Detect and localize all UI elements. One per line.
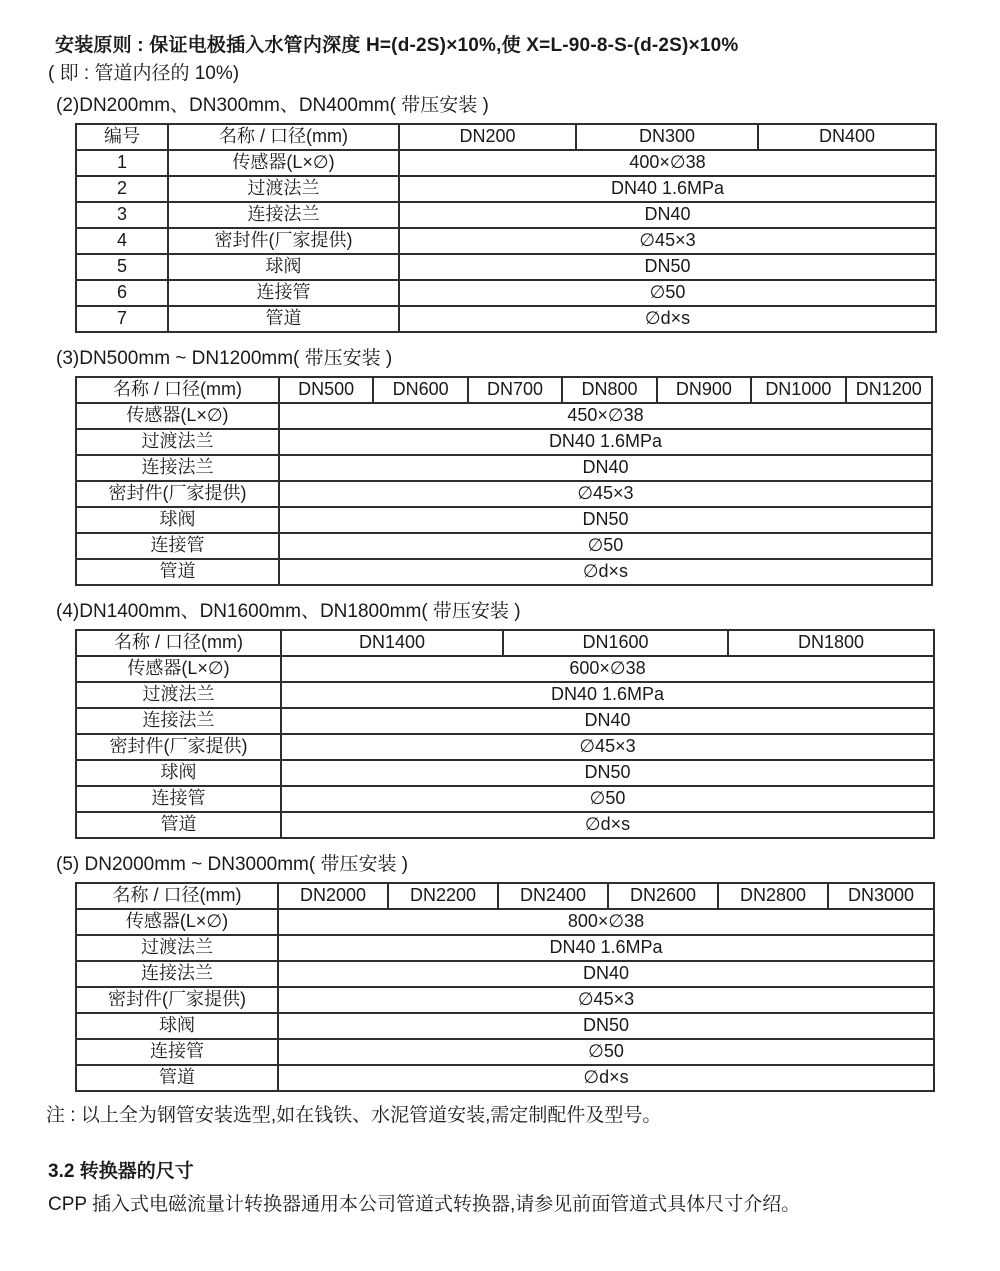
principle-paren-note: ( 即 : 管道内径的 10%) — [48, 63, 240, 84]
row-label: 连接法兰 — [76, 708, 281, 734]
table-row — [76, 228, 936, 254]
col-header-dn: DN800 — [562, 377, 656, 403]
col-header-dn: DN500 — [279, 377, 373, 403]
row-label: 球阀 — [76, 760, 281, 786]
row-label: 过渡法兰 — [76, 429, 279, 455]
row-value: ∅d×s — [278, 1065, 934, 1091]
row-value: 800×∅38 — [278, 909, 934, 935]
row-value: DN40 — [279, 455, 932, 481]
row-label: 过渡法兰 — [76, 935, 278, 961]
table-row — [76, 909, 934, 935]
table-row — [76, 507, 932, 533]
col-header-dn: DN1200 — [846, 377, 932, 403]
spec-table-dn2000-dn3000 — [75, 882, 935, 1092]
subsection-title-converter-dimensions: 3.2 转换器的尺寸 — [48, 1161, 194, 1182]
row-index: 1 — [76, 150, 168, 176]
row-value: ∅45×3 — [399, 228, 936, 254]
row-label: 连接法兰 — [168, 202, 399, 228]
table-row — [76, 429, 932, 455]
table-header-row — [76, 630, 934, 656]
col-header-dn: DN2400 — [498, 883, 608, 909]
section-heading-dn200-dn400: (2)DN200mm、DN300mm、DN400mm( 带压安装 ) — [56, 95, 489, 116]
table-row — [76, 559, 932, 585]
row-value: ∅45×3 — [278, 987, 934, 1013]
row-label: 球阀 — [168, 254, 399, 280]
col-header-name: 名称 / 口径(mm) — [76, 883, 278, 909]
col-header-dn: DN1600 — [503, 630, 728, 656]
row-value: ∅d×s — [281, 812, 934, 838]
table-row — [76, 708, 934, 734]
col-header-dn: DN2200 — [388, 883, 498, 909]
row-label: 过渡法兰 — [168, 176, 399, 202]
row-label: 连接法兰 — [76, 961, 278, 987]
row-value: ∅d×s — [399, 306, 936, 332]
row-value: DN50 — [278, 1013, 934, 1039]
row-label: 球阀 — [76, 507, 279, 533]
row-index: 2 — [76, 176, 168, 202]
row-label: 传感器(L×∅) — [76, 656, 281, 682]
col-header-dn: DN2600 — [608, 883, 718, 909]
row-value: DN40 1.6MPa — [279, 429, 932, 455]
row-label: 密封件(厂家提供) — [76, 987, 278, 1013]
table-row — [76, 150, 936, 176]
row-index: 6 — [76, 280, 168, 306]
table-row — [76, 935, 934, 961]
table-row — [76, 403, 932, 429]
row-label: 管道 — [76, 559, 279, 585]
row-index: 7 — [76, 306, 168, 332]
row-value: DN40 — [281, 708, 934, 734]
row-label: 连接管 — [76, 533, 279, 559]
table-row — [76, 254, 936, 280]
table-row — [76, 280, 936, 306]
table-row — [76, 202, 936, 228]
col-header-dn: DN3000 — [828, 883, 934, 909]
section-heading-dn500-dn1200: (3)DN500mm ~ DN1200mm( 带压安装 ) — [56, 348, 393, 369]
row-value: DN40 — [399, 202, 936, 228]
row-label: 连接管 — [76, 1039, 278, 1065]
table-row — [76, 786, 934, 812]
table-row — [76, 961, 934, 987]
footnote-text: 注 : 以上全为钢管安装选型,如在钱铁、水泥管道安装,需定制配件及型号。 — [46, 1105, 662, 1126]
col-header-dn: DN600 — [373, 377, 467, 403]
row-value: DN50 — [399, 254, 936, 280]
row-label: 传感器(L×∅) — [76, 909, 278, 935]
row-label: 连接法兰 — [76, 455, 279, 481]
table-row — [76, 760, 934, 786]
row-value: ∅50 — [278, 1039, 934, 1065]
table-row — [76, 812, 934, 838]
row-value: 600×∅38 — [281, 656, 934, 682]
row-value: 450×∅38 — [279, 403, 932, 429]
table-row — [76, 306, 936, 332]
row-label: 连接管 — [76, 786, 281, 812]
row-index: 5 — [76, 254, 168, 280]
col-header-dn: DN2000 — [278, 883, 388, 909]
row-value: ∅50 — [399, 280, 936, 306]
row-label: 管道 — [76, 812, 281, 838]
col-header-name: 名称 / 口径(mm) — [168, 124, 399, 150]
spec-table-dn500-dn1200 — [75, 376, 933, 586]
col-header-name: 名称 / 口径(mm) — [76, 377, 279, 403]
row-label: 过渡法兰 — [76, 682, 281, 708]
row-value: ∅50 — [281, 786, 934, 812]
table-header-row — [76, 124, 936, 150]
table-row — [76, 987, 934, 1013]
row-label: 连接管 — [168, 280, 399, 306]
table-row — [76, 455, 932, 481]
row-label: 传感器(L×∅) — [168, 150, 399, 176]
installation-principle-text: 安装原则 : 保证电极插入水管内深度 H=(d-2S)×10%,使 X=L-90-8-S-(d-2S)×10% — [55, 35, 739, 56]
row-label: 管道 — [168, 306, 399, 332]
table-row — [76, 533, 932, 559]
row-value: DN40 1.6MPa — [278, 935, 934, 961]
table-row — [76, 1013, 934, 1039]
row-value: DN40 1.6MPa — [399, 176, 936, 202]
row-label: 球阀 — [76, 1013, 278, 1039]
col-header-dn: DN200 — [399, 124, 576, 150]
table-row — [76, 1065, 934, 1091]
table-row — [76, 682, 934, 708]
row-label: 密封件(厂家提供) — [168, 228, 399, 254]
table-row — [76, 734, 934, 760]
table-row — [76, 656, 934, 682]
row-value: ∅45×3 — [279, 481, 932, 507]
row-value: ∅45×3 — [281, 734, 934, 760]
table-row — [76, 1039, 934, 1065]
row-value: 400×∅38 — [399, 150, 936, 176]
subsection-body-text: CPP 插入式电磁流量计转换器通用本公司管道式转换器,请参见前面管道式具体尺寸介绍。 — [48, 1194, 801, 1215]
row-value: ∅d×s — [279, 559, 932, 585]
section-heading-dn1400-dn1800: (4)DN1400mm、DN1600mm、DN1800mm( 带压安装 ) — [56, 601, 521, 622]
col-header-dn: DN300 — [576, 124, 758, 150]
row-value: DN50 — [281, 760, 934, 786]
row-index: 3 — [76, 202, 168, 228]
col-header-name: 名称 / 口径(mm) — [76, 630, 281, 656]
row-index: 4 — [76, 228, 168, 254]
col-header-dn: DN400 — [758, 124, 936, 150]
col-header-dn: DN2800 — [718, 883, 828, 909]
spec-table-dn200-dn400 — [75, 123, 937, 333]
row-label: 传感器(L×∅) — [76, 403, 279, 429]
row-value: DN40 1.6MPa — [281, 682, 934, 708]
row-label: 密封件(厂家提供) — [76, 481, 279, 507]
col-header-index: 编号 — [76, 124, 168, 150]
row-value: DN40 — [278, 961, 934, 987]
col-header-dn: DN700 — [468, 377, 562, 403]
table-header-row — [76, 377, 932, 403]
row-value: ∅50 — [279, 533, 932, 559]
col-header-dn: DN1400 — [281, 630, 503, 656]
table-row — [76, 481, 932, 507]
table-header-row — [76, 883, 934, 909]
table-row — [76, 176, 936, 202]
col-header-dn: DN1000 — [751, 377, 845, 403]
spec-table-dn1400-dn1800 — [75, 629, 935, 839]
row-value: DN50 — [279, 507, 932, 533]
col-header-dn: DN1800 — [728, 630, 934, 656]
section-heading-dn2000-dn3000: (5) DN2000mm ~ DN3000mm( 带压安装 ) — [56, 854, 409, 875]
col-header-dn: DN900 — [657, 377, 751, 403]
row-label: 密封件(厂家提供) — [76, 734, 281, 760]
row-label: 管道 — [76, 1065, 278, 1091]
